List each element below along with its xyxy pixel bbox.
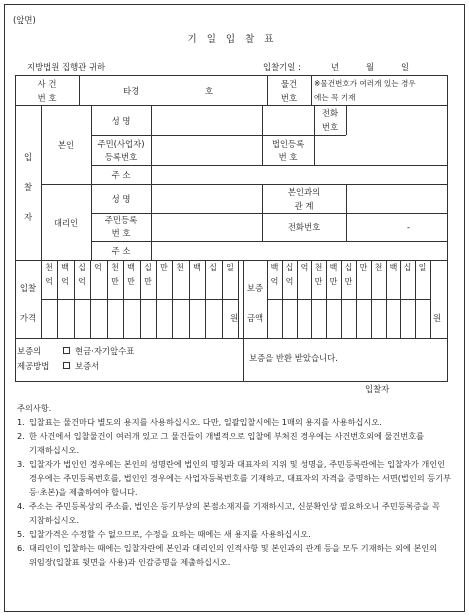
bidder-signature-label[interactable]: 입찰자	[365, 384, 390, 394]
deposit-digit-input[interactable]	[386, 300, 401, 338]
deposit-digit-label: 만	[314, 277, 323, 286]
deposit-digit-label: 억	[270, 277, 279, 286]
note-number: 3.	[17, 459, 25, 469]
bid-digit-input[interactable]	[189, 300, 205, 338]
table-right-border	[447, 75, 448, 381]
page-side-label: (앞면)	[13, 15, 36, 25]
agent-label: 대리인	[53, 218, 79, 228]
auction-bid-form	[4, 4, 465, 612]
court-addressee: 지방법원 집행관 귀하	[27, 62, 106, 72]
bid-digit-label: 일	[226, 263, 234, 272]
principal-address-label: 주 소	[111, 170, 131, 180]
deposit-digit-label: 만	[359, 263, 368, 272]
deposit-digit-label: 십	[403, 263, 412, 272]
note-number: 5.	[17, 529, 25, 539]
bid-digit-label: 억	[61, 277, 69, 286]
bid-digit-label: 천	[176, 263, 184, 272]
case-number-label: 사 건	[37, 79, 57, 89]
bid-digit-label: 만	[127, 277, 135, 286]
guarantee-checkbox[interactable]	[63, 362, 70, 369]
rule	[41, 105, 42, 260]
note-item	[17, 457, 453, 499]
bid-digit-label: 천	[111, 263, 119, 272]
bid-digit-label: 십	[78, 263, 86, 272]
bid-digit-label: 만	[144, 277, 152, 286]
deposit-digit-input[interactable]	[371, 300, 386, 338]
case-number-label-2: 번 호	[37, 93, 57, 103]
deposit-digit-label: 십	[344, 263, 353, 272]
principal-phone-label-2: 번호	[321, 122, 339, 132]
bid-digit-label: 만	[111, 277, 119, 286]
deposit-digit-input[interactable]	[415, 300, 430, 338]
note-item	[17, 541, 453, 569]
bidder-side-label-2: 찰	[23, 182, 33, 192]
rule	[238, 260, 239, 338]
cash-option-label: 현금·자기앞수표	[75, 346, 135, 356]
item-number-label: 물건	[280, 79, 298, 89]
deposit-digit-label: 억	[285, 277, 294, 286]
agent-relation-label-2: 관 계	[294, 201, 314, 211]
note-number: 6.	[17, 543, 25, 553]
deposit-digit-input[interactable]	[282, 300, 297, 338]
deposit-digit-label: 만	[329, 277, 338, 286]
note-number: 1.	[17, 417, 25, 427]
deposit-amount-label-2: 금액	[246, 313, 264, 323]
deposit-digit-label: 백	[389, 263, 398, 272]
deposit-digit-label: 천	[374, 263, 383, 272]
deposit-digit-label: 백	[270, 263, 279, 272]
bid-date-label: 입찰기일 :	[263, 62, 301, 72]
bidder-side-label-3: 자	[23, 212, 33, 222]
bid-digit-label: 백	[193, 263, 201, 272]
bid-digit-input[interactable]	[107, 300, 123, 338]
rule	[15, 260, 448, 261]
rule	[91, 165, 448, 166]
case-number-field-ta[interactable]: 타경	[123, 86, 140, 96]
rule	[151, 105, 152, 260]
bid-digit-input[interactable]	[90, 300, 106, 338]
note-item	[17, 415, 453, 429]
note-item	[17, 429, 453, 457]
case-number-field-ho[interactable]: 호	[205, 86, 214, 96]
bidder-side-label-1: 입	[23, 152, 33, 162]
principal-phone-label: 전화	[321, 108, 339, 118]
note-text: 입찰표는 물건마다 별도의 용지를 사용하십시오. 다만, 일괄입찰시에는 1매의 용지를 사용하십시오.	[29, 417, 382, 427]
table-left-border	[15, 75, 16, 381]
rule	[79, 75, 80, 105]
principal-corp-label: 법인등록	[271, 139, 305, 149]
item-number-label-2: 번호	[280, 93, 298, 103]
note-item	[17, 499, 453, 527]
bid-price-label: 입찰	[19, 283, 37, 293]
bid-date-day[interactable]: 일	[401, 62, 410, 72]
cash-checkbox[interactable]	[63, 347, 70, 354]
bid-digit-input[interactable]	[140, 300, 156, 338]
principal-label: 본인	[57, 140, 75, 150]
bid-digit-label: 천	[45, 263, 53, 272]
note-number: 4.	[17, 501, 25, 511]
note-text: 입찰자가 법인인 경우에는 본인의 성명란에 법인의 명칭과 대표자의 지위 및 성명을, 주민등록란에는 입찰자가 개인인 경우에는 주민등록번호를, 법인인 경우에는 사업자등록번호를 기재하고, 대표자의 자격을 증명하는 서면(법인의 등기부 등·초본)을 제출하여야 합니다.	[29, 459, 451, 497]
deposit-method-label: 보증의	[17, 346, 42, 356]
deposit-digit-input[interactable]	[341, 300, 356, 338]
notes-heading: 주의사항.	[17, 403, 52, 413]
rule	[430, 260, 431, 338]
rule	[91, 135, 262, 136]
bid-digit-label: 십	[209, 263, 217, 272]
item-number-note: ※물건번호가 여러개 있는 경우	[314, 79, 416, 88]
rule	[91, 241, 448, 242]
bid-price-label-2: 가격	[19, 313, 37, 323]
deposit-digit-input[interactable]	[326, 300, 341, 338]
bid-digit-input[interactable]	[172, 300, 188, 338]
agent-relation-label: 본인과의	[287, 187, 321, 197]
deposit-digit-input[interactable]	[267, 300, 282, 338]
notes-section	[17, 401, 453, 569]
form-title: 기일입찰표	[187, 34, 284, 45]
deposit-digit-label: 천	[314, 263, 323, 272]
bid-digit-input[interactable]	[156, 300, 172, 338]
agent-id-label-2: 번 호	[111, 228, 131, 238]
bid-digit-label: 억	[94, 263, 102, 272]
bid-digit-label: 백	[61, 263, 69, 272]
principal-id-label-2: 등록번호	[104, 152, 138, 162]
note-item	[17, 527, 453, 541]
principal-name-label: 성 명	[111, 116, 131, 126]
rule	[346, 105, 347, 135]
rule	[346, 184, 347, 241]
bid-digit-input[interactable]	[205, 300, 221, 338]
bid-won-unit: 원	[230, 313, 239, 323]
deposit-digit-input[interactable]	[400, 300, 415, 338]
note-text: 입찰가격은 수정할 수 없으므로, 수정을 요하는 때에는 새 용지를 사용하십시오.	[29, 529, 311, 539]
bid-digit-input[interactable]	[74, 300, 90, 338]
guarantee-option-label: 보증서	[75, 361, 100, 371]
rule	[41, 184, 448, 185]
agent-phone-dash: -	[407, 222, 411, 232]
rule	[15, 338, 448, 339]
deposit-digit-input[interactable]	[311, 300, 326, 338]
deposit-method-label-2: 제공방법	[17, 361, 50, 371]
rule	[311, 75, 312, 105]
bid-date-year[interactable]: 년	[331, 62, 340, 72]
agent-name-label: 성 명	[111, 194, 131, 204]
bid-digit-label: 십	[144, 263, 152, 272]
deposit-won-unit: 원	[433, 313, 442, 323]
principal-corp-label-2: 번 호	[278, 152, 298, 162]
bid-digit-label: 억	[45, 277, 53, 286]
note-text: 한 사건에서 입찰물건이 여러개 있고 그 물건들이 개별적으로 입찰에 부쳐진 경우에는 사건번호외에 물건번호를 기재하십시오.	[29, 431, 425, 455]
deposit-digit-input[interactable]	[297, 300, 312, 338]
deposit-digit-label: 만	[344, 277, 353, 286]
bid-digit-input[interactable]	[123, 300, 139, 338]
deposit-digit-label: 십	[285, 263, 294, 272]
deposit-digit-label: 백	[329, 263, 338, 272]
agent-phone-label: 전화번호	[287, 222, 321, 232]
note-number: 2.	[17, 431, 25, 441]
deposit-digit-input[interactable]	[356, 300, 371, 338]
bid-digit-label: 백	[127, 263, 135, 272]
deposit-digit-label: 억	[300, 263, 309, 272]
deposit-amount-label: 보증	[246, 283, 264, 293]
rule	[15, 105, 448, 106]
bid-date-month[interactable]: 월	[366, 62, 375, 72]
rule	[91, 213, 448, 214]
bid-digit-label: 만	[160, 263, 168, 272]
bid-digit-input[interactable]	[57, 300, 73, 338]
deposit-digit-label: 일	[418, 263, 427, 272]
agent-id-label: 주민등록	[104, 215, 138, 225]
bid-digit-label: 억	[78, 277, 86, 286]
note-text: 주소는 주민등록상의 주소를, 법인은 등기부상의 본점소재지를 기재하시고, 신분확인상 필요하오니 주민등록증을 꼭 지참하십시오.	[29, 501, 440, 525]
bid-digit-input[interactable]	[41, 300, 57, 338]
principal-id-label: 주민(사업자)	[97, 139, 145, 149]
rule	[262, 135, 346, 136]
deposit-returned-text: 보증을 반환 받았습니다.	[249, 353, 338, 363]
agent-address-label: 주 소	[111, 246, 131, 256]
note-text: 대리인이 입찰하는 때에는 입찰자란에 본인과 대리인의 인적사항 및 본인과의 관계 등을 모두 기재하는 외에 본인의 위임장(입찰표 뒷면을 사용)과 인감증명을 제출하십시오.	[29, 543, 438, 567]
table-bottom-border	[15, 381, 448, 382]
item-number-note-2: 에는 꼭 기재	[314, 93, 356, 102]
